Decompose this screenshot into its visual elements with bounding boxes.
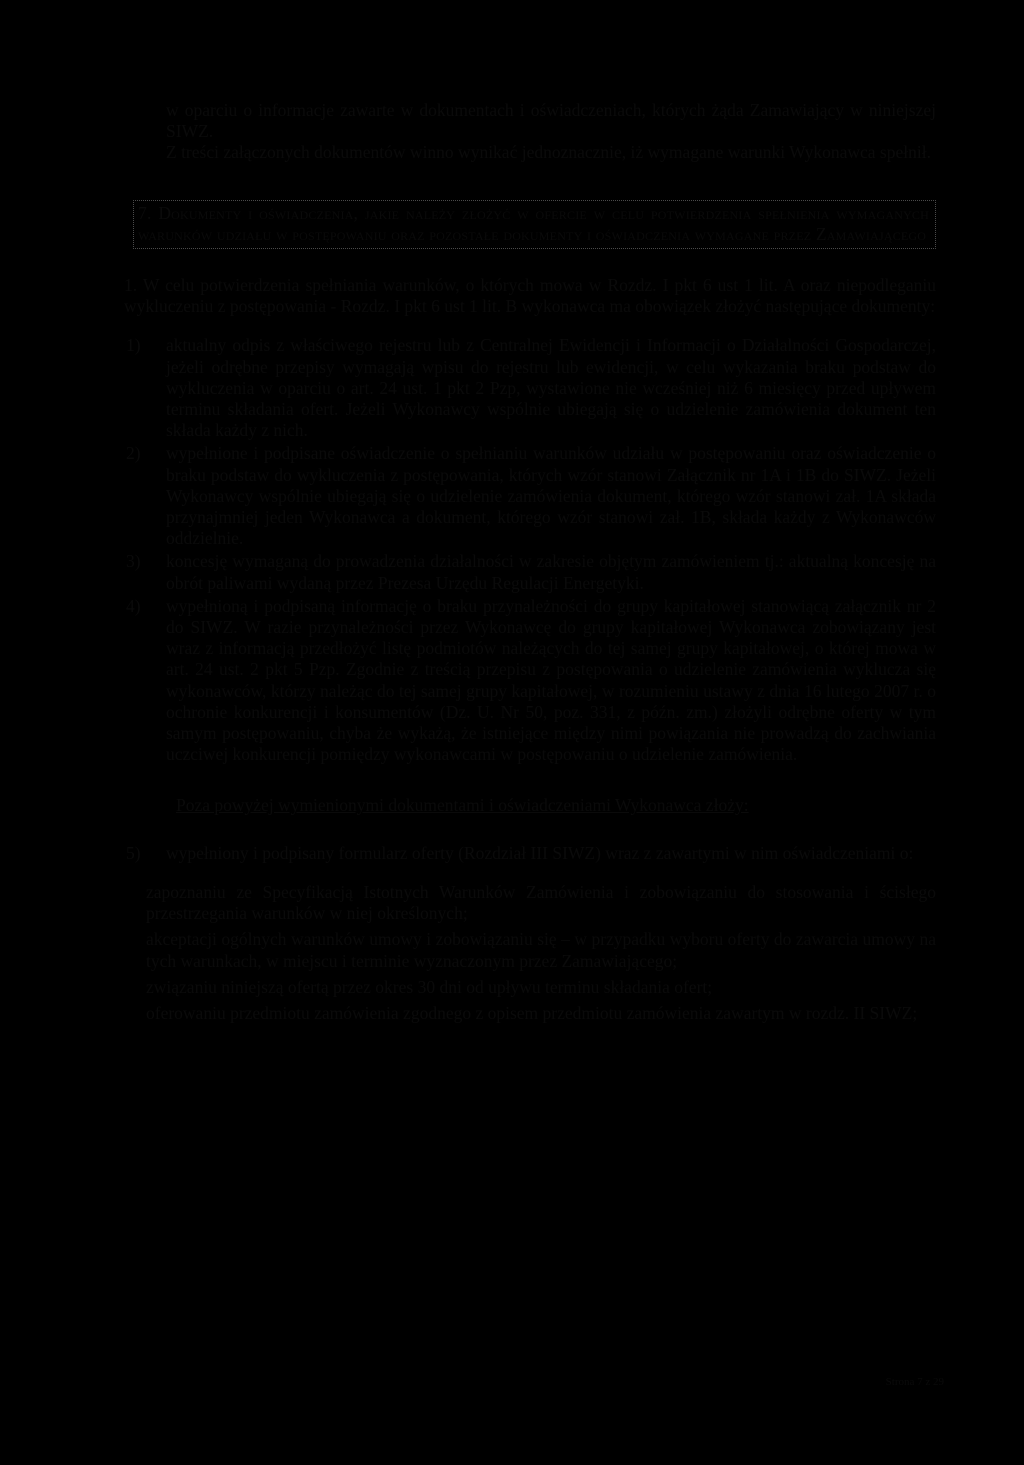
bullet-item: oferowaniu przedmiotu zamówienia zgodnego z opisem przedmiotu zamówienia zawartym w rozdz. II SIWZ; — [124, 1003, 936, 1024]
list-item-text: wypełniony i podpisany formularz oferty (Rozdział III SIWZ) wraz z zawartymi w nim oświadczeniami o: — [166, 842, 914, 863]
list-item-text: koncesję wymaganą do prowadzenia działalności w zakresie objętym zamówieniem tj.: aktualną koncesję na obrót paliwami wydaną przez Prezesa Urzędu Regulacji Energetyki. — [166, 551, 936, 593]
section-heading-text: Dokumenty i oświadczenia, jakie należy złożyć w ofercie w celu potwierdzenia spełnienia wymaganych warunków udziału w postępowaniu oraz pozostałe dokumenty i oświadczenia wymagane przez Zamawiającego — [138, 202, 930, 244]
list-item — [126, 551, 936, 593]
bullet-item: związaniu niniejszą ofertą przez okres 30 dni od upływu terminu składania ofert; — [124, 977, 936, 998]
list-item-number: 2) — [126, 443, 141, 464]
intro-paragraph — [166, 100, 936, 164]
bullet-item: akceptacji ogólnych warunków umowy i zobowiązaniu się – w przypadku wyboru oferty do zawarcia umowy na tych warunkach, w miejscu i terminie wyznaczonym przez Zamawiającego; — [124, 929, 936, 971]
list-item-text: wypełnione i podpisane oświadczenie o spełnianiu warunków udziału w postępowaniu oraz oświadczenie o braku podstaw do wykluczenia z postępowania, których wzór stanowi Załącznik nr 1A i 1B do SIWZ. Jeżeli Wykonawcy wspólnie ubiegają się o udzielenie zamówienia dokument, którego wzór stanowi zał. 1A składa przynajmniej jeden Wykonawca a dokument, którego wzór stanowi zał. 1B, składa każdy z Wykonawców oddzielnie. — [166, 443, 936, 549]
bullet-item: zapoznaniu ze Specyfikacją Istotnych Warunków Zamówienia i zobowiązaniu do stosowania i ścisłego przestrzegania warunków w niej określonych; — [124, 882, 936, 924]
section-number: 7. — [138, 202, 152, 223]
page-number: Strona 7 z 29 — [885, 1376, 944, 1388]
documents-list — [126, 335, 936, 765]
list-item-number: 4) — [126, 595, 141, 616]
statements-list — [136, 882, 936, 1024]
additional-documents-title: Poza powyżej wymienionymi dokumentami i oświadczeniami Wykonawca złoży: — [176, 795, 749, 816]
list-item-text: wypełnioną i podpisaną informację o braku przynależności do grupy kapitałowej stanowiącą załącznik nr 2 do SIWZ. W razie przynależności przez Wykonawcę do grupy kapitałowej Wykonawca zobowiązany jest wraz z informacją przedłożyć listę podmiotów należących do tej samej grupy kapitałowej, o której mowa w art. 24 ust. 2 pkt 5 Pzp. Zgodnie z treścią przepisu z postępowania o udzielenie zamówienia wyklucza się wykonawców, którzy należąc do tej samej grupy kapitałowej, w rozumieniu ustawy z dnia 16 lutego 2007 r. o ochronie konkurencji i konsumentów (Dz. U. Nr 50, poz. 331, z późn. zm.) złożyli odrębne oferty w tym samym postępowaniu, chyba że wykażą, że istniejące między nimi powiązania nie prowadzą do zachwiania uczciwej konkurencji pomiędzy wykonawcami w postępowaniu o udzielenie zamówienia. — [166, 595, 936, 765]
list-item-number: 5) — [126, 842, 141, 863]
section-heading — [133, 200, 936, 249]
list-item-number: 1) — [126, 335, 141, 356]
list-item — [126, 443, 936, 549]
additional-documents-list — [126, 842, 936, 864]
list-item — [126, 335, 936, 441]
list-item — [126, 595, 936, 766]
intro-line-1: w oparciu o informacje zawarte w dokumentach i oświadczeniach, których żąda Zamawiający w niniejszej SIWZ. — [166, 100, 936, 142]
list-item-text: aktualny odpis z właściwego rejestru lub z Centralnej Ewidencji i Informacji o Działalności Gospodarczej, jeżeli odrębne przepisy wymagają wpisu do rejestru lub ewidencji, w celu wykazania braku podstaw do wykluczenia w oparciu o art. 24 ust. 1 pkt 2 Pzp, wystawione nie wcześniej niż 6 miesięcy przed upływem terminu składania ofert. Jeżeli Wykonawcy wspólnie ubiegają się o udzielenie zamówienia dokument ten składa każdy z nich. — [166, 335, 936, 441]
list-item — [126, 842, 936, 864]
list-item-number: 3) — [126, 551, 141, 572]
intro-line-2: Z treści załączonych dokumentów winno wynikać jednoznacznie, iż wymagane warunki Wykonawca spełnił. — [166, 142, 931, 163]
paragraph-1: 1. W celu potwierdzenia spełniania warunków, o których mowa w Rozdz. I pkt 6 ust 1 lit. A oraz niepodleganiu wykluczeniu z postępowania - Rozdz. I pkt 6 ust 1 lit. B wykonawca ma obowiązek złożyć następujące dokumenty: — [124, 275, 936, 317]
page-content — [124, 100, 936, 1029]
